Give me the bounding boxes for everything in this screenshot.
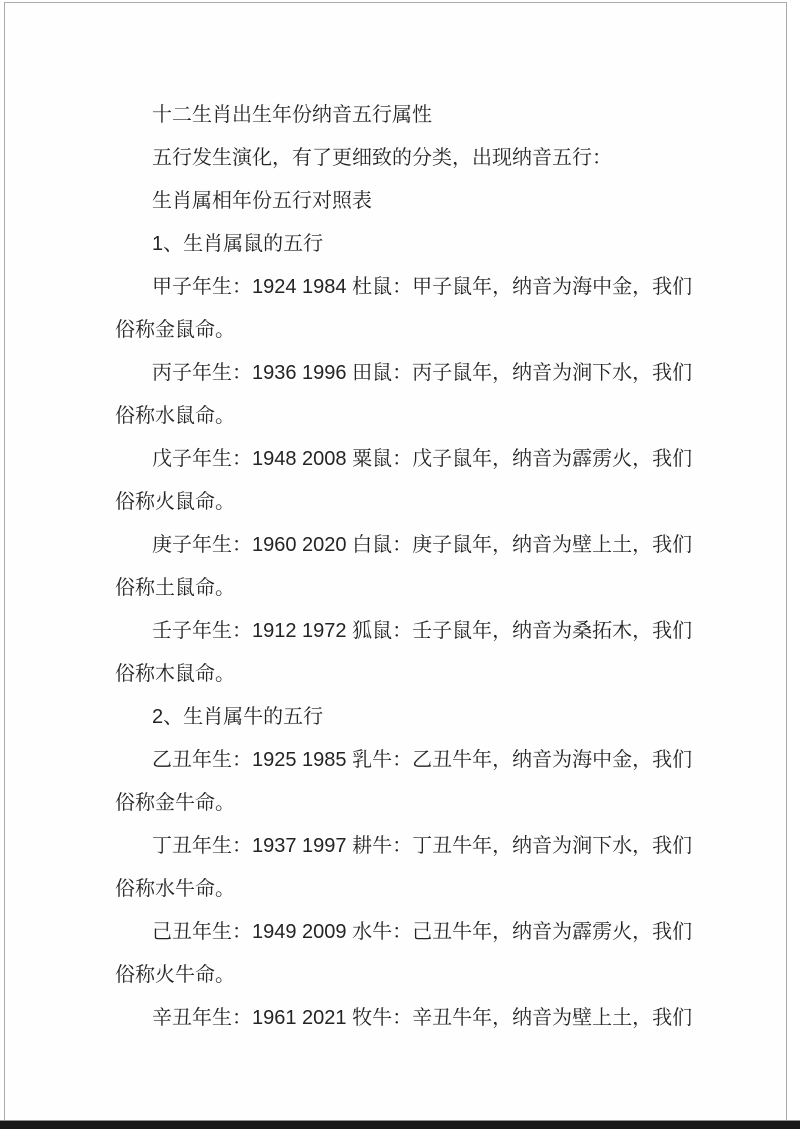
document-content: [115, 94, 715, 1040]
ox-entry-1-line-1: 乙丑年生：1925 1985 乳牛：乙丑牛年，纳音为海中金，我们: [152, 749, 693, 771]
rat-entry-5-line-1: 壬子年生：1912 1972 狐鼠：壬子鼠年，纳音为桑拓木，我们: [152, 620, 693, 642]
rat-entry-4-line-1: 庚子年生：1960 2020 白鼠：庚子鼠年，纳音为壁上土，我们: [152, 534, 693, 556]
rat-entry-3-line-2: 俗称火鼠命。: [115, 491, 235, 513]
ox-entry-4-line-1: 辛丑年生：1961 2021 牧牛：辛丑牛年，纳音为壁上土，我们: [152, 1007, 693, 1029]
ox-entry-2-line-1: 丁丑年生：1937 1997 耕牛：丁丑牛年，纳音为涧下水，我们: [152, 835, 693, 857]
rat-entry-3-line-1: 戊子年生：1948 2008 粟鼠：戊子鼠年，纳音为霹雳火，我们: [152, 448, 693, 470]
doc-title: 十二生肖出生年份纳音五行属性: [152, 104, 432, 126]
rat-entry-4-line-2: 俗称土鼠命。: [115, 577, 235, 599]
ox-entry-3-line-2: 俗称火牛命。: [115, 964, 235, 986]
page-bottom-edge: [0, 1120, 800, 1129]
ox-entry-3-line-1: 己丑年生：1949 2009 水牛：己丑牛年，纳音为霹雳火，我们: [152, 921, 693, 943]
rat-entry-5-line-2: 俗称木鼠命。: [115, 663, 235, 685]
rat-entry-2-line-2: 俗称水鼠命。: [115, 405, 235, 427]
section-1-heading: 1、生肖属鼠的五行: [152, 233, 324, 255]
rat-entry-1-line-1: 甲子年生：1924 1984 杜鼠：甲子鼠年，纳音为海中金，我们: [152, 276, 693, 298]
ox-entry-2-line-2: 俗称水牛命。: [115, 878, 235, 900]
doc-intro: 五行发生演化，有了更细致的分类，出现纳音五行：: [152, 147, 612, 169]
ox-entry-1-line-2: 俗称金牛命。: [115, 792, 235, 814]
rat-entry-2-line-1: 丙子年生：1936 1996 田鼠：丙子鼠年，纳音为涧下水，我们: [152, 362, 693, 384]
rat-entry-1-line-2: 俗称金鼠命。: [115, 319, 235, 341]
section-2-heading: 2、生肖属牛的五行: [152, 706, 324, 728]
doc-subtitle: 生肖属相年份五行对照表: [152, 190, 372, 212]
